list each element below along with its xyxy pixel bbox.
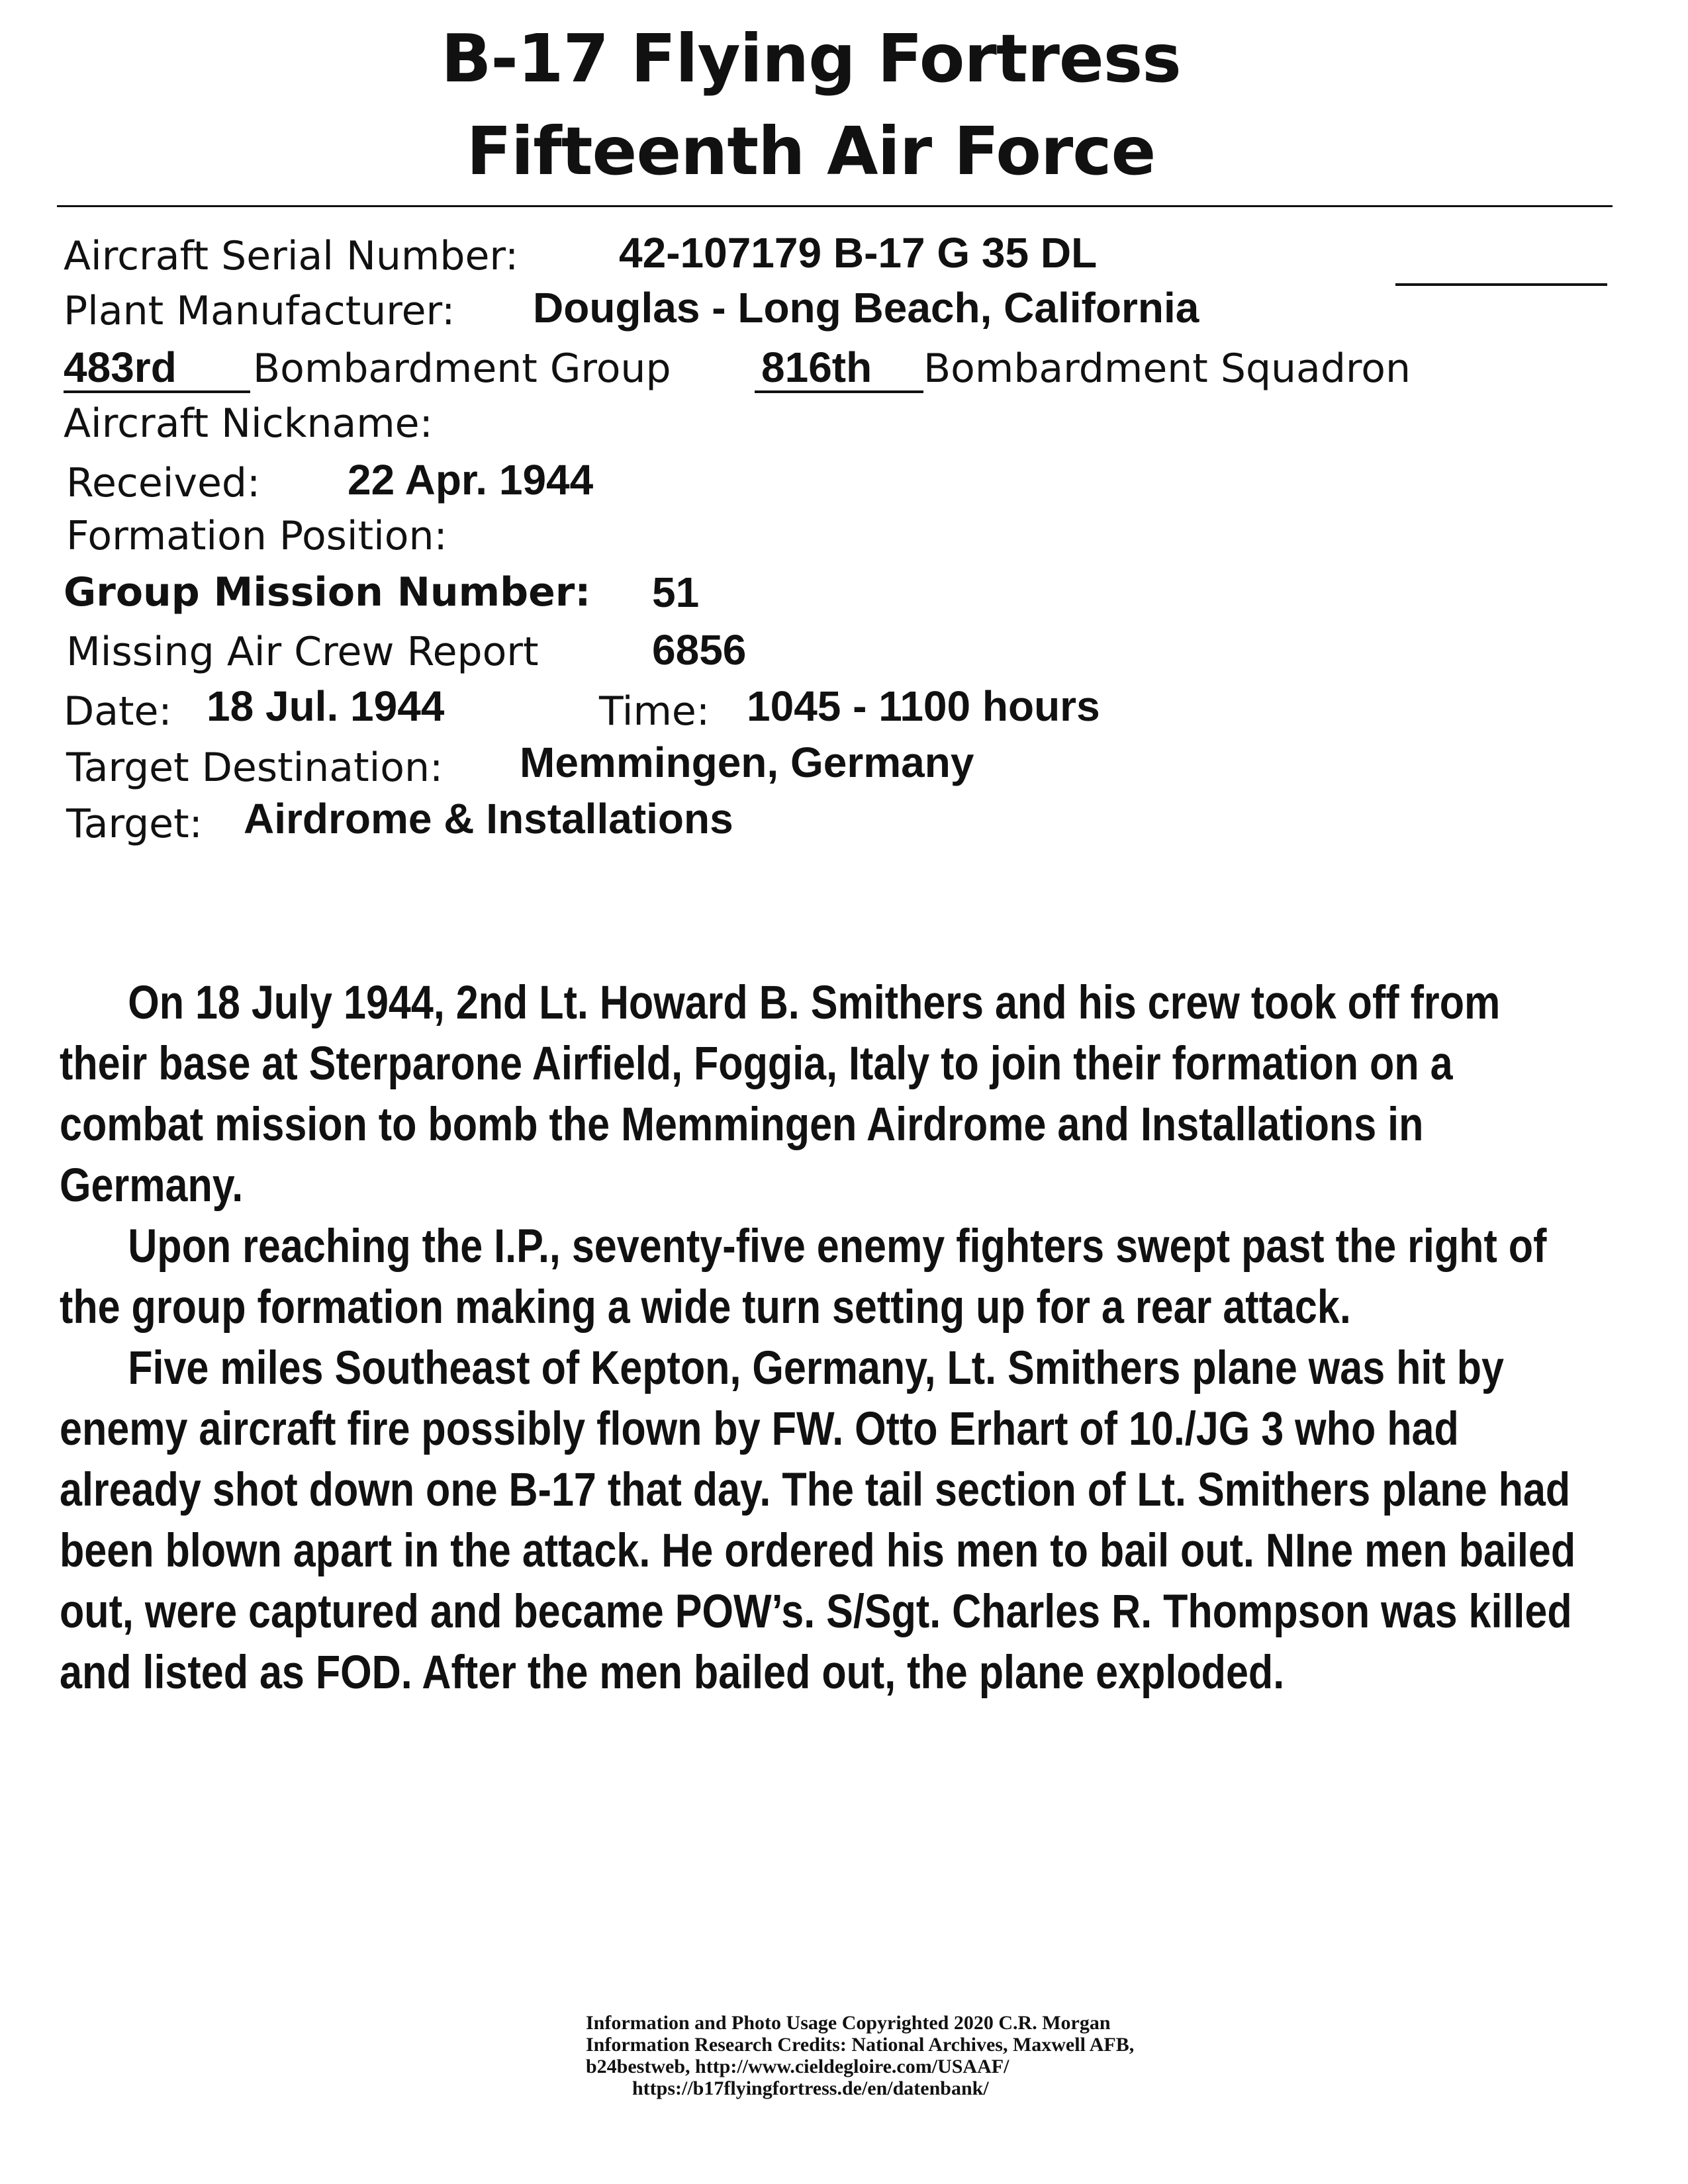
target-value: Airdrome & Installations	[244, 795, 733, 842]
date-value: 18 Jul. 1944	[207, 682, 445, 730]
time-value: 1045 - 1100 hours	[747, 682, 1100, 730]
destination-value: Memmingen, Germany	[520, 739, 974, 786]
macr-value: 6856	[652, 626, 747, 674]
target-label: Target:	[66, 801, 203, 847]
nickname-label: Aircraft Nickname:	[64, 400, 433, 447]
formation-label: Formation Position:	[66, 513, 447, 559]
footer-line: b24bestweb, http://www.cieldegloire.com/USAAF/	[586, 2056, 1009, 2077]
date-label: Date:	[64, 688, 172, 735]
squadron-value: 816th	[761, 343, 872, 391]
narrative-paragraph-3: Five miles Southeast of Kepton, Germany, Lt. Smithers plane was hit by enemy aircraft fire possibly flown by FW. Otto Erhart of 10./JG 3 who had already shot down one B-17 that day. The tail section of Lt. Smithers plane had been blown apart in the attack. He ordered his men to bail out. NIne men bailed out, were captured and became POW’s. S/Sgt. Charles R. Thompson was killed and listed as FOD. After the men bailed out, the plane exploded.	[60, 1342, 1576, 1699]
page-subtitle: Fifteenth Air Force	[466, 113, 1156, 190]
received-value: 22 Apr. 1944	[348, 456, 594, 504]
footer-line: https://b17flyingfortress.de/en/datenbank/	[632, 2077, 989, 2099]
serial-value: 42-107179 B-17 G 35 DL	[619, 229, 1098, 277]
narrative-paragraph-2: Upon reaching the I.P., seventy-five enemy fighters swept past the right of the group formation making a wide turn setting up for a rear attack.	[60, 1220, 1547, 1334]
group-value: 483rd	[64, 343, 177, 391]
serial-blank-line	[1395, 283, 1607, 286]
footer-line: Information and Photo Usage Copyrighted 2020 C.R. Morgan	[586, 2012, 1111, 2034]
header-divider	[57, 205, 1613, 207]
group-label: Bombardment Group	[253, 345, 671, 392]
page-title: B-17 Flying Fortress	[441, 20, 1181, 97]
credits-footer	[586, 2012, 1182, 2099]
manufacturer-value: Douglas - Long Beach, California	[533, 284, 1199, 332]
squadron-label: Bombardment Squadron	[923, 345, 1411, 392]
macr-label: Missing Air Crew Report	[66, 629, 539, 675]
narrative-paragraph-1: On 18 July 1944, 2nd Lt. Howard B. Smithers and his crew took off from their base at Sterparone Airfield, Foggia, Italy to join their formation on a combat mission to bomb the Memmingen Airdrome and Installations in Germany.	[60, 977, 1501, 1212]
manufacturer-label: Plant Manufacturer:	[64, 288, 455, 334]
mission-narrative	[60, 973, 1597, 1704]
received-label: Received:	[66, 460, 261, 506]
squadron-underline	[755, 390, 923, 393]
mission-label: Group Mission Number:	[64, 569, 591, 615]
footer-line: Information Research Credits: National Archives, Maxwell AFB,	[586, 2034, 1135, 2056]
time-label: Time:	[599, 688, 710, 735]
serial-label: Aircraft Serial Number:	[64, 233, 519, 279]
group-underline	[64, 390, 250, 393]
mission-value: 51	[652, 569, 700, 616]
destination-label: Target Destination:	[66, 745, 444, 791]
